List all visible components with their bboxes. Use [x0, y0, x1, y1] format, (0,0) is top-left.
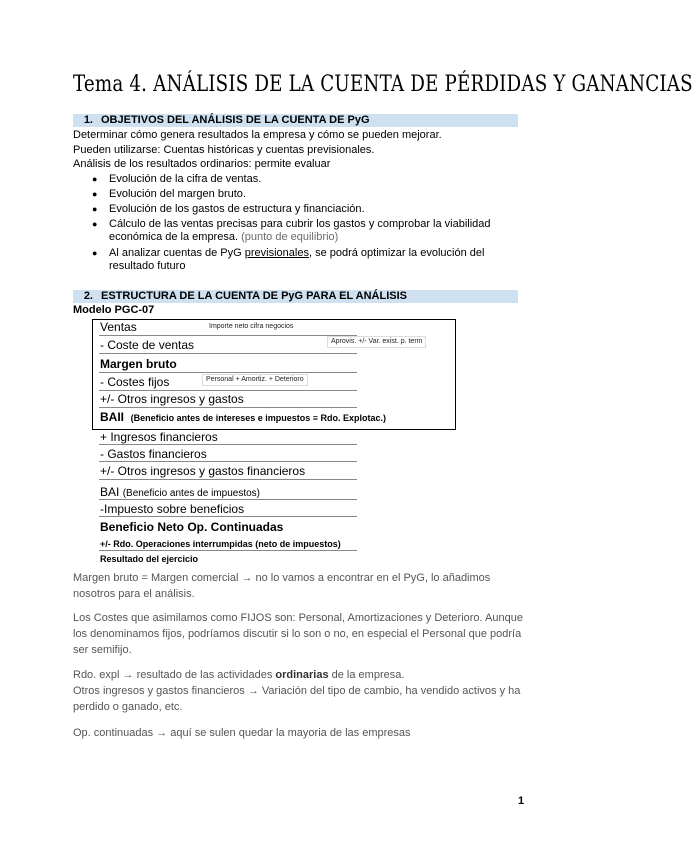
divider	[99, 335, 357, 336]
model-row-otros-financieros: +/- Otros ingresos y gastos financieros	[100, 464, 306, 478]
section-number: 1.	[83, 114, 93, 126]
divider	[99, 444, 357, 445]
bullet-dot-icon: ●	[92, 174, 98, 184]
note-op-continuadas: Op. continuadas → aquí se sulen quedar la mayoria de las empresas	[73, 727, 411, 739]
bullet-dot-icon: ●	[92, 204, 98, 214]
model-row-costes-fijos: - Costes fijos	[100, 375, 170, 389]
note-margen-bruto: Margen bruto = Margen comercial → no lo vamos a encontrar en el PyG, lo añadimos nosotros para el análisis.	[73, 572, 491, 600]
divider	[99, 461, 357, 462]
divider	[99, 407, 357, 408]
link-previsionales: previsionales	[244, 247, 309, 259]
tag-coste-ventas: Aprovis. +/- Var. exist. p. term	[327, 336, 426, 348]
page-number: 1	[518, 795, 525, 807]
paragraph: Determinar cómo genera resultados la empresa y cómo se pueden mejorar.	[73, 129, 442, 141]
section-title: OBJETIVOS DEL ANÁLISIS DE LA CUENTA DE PyG	[101, 114, 370, 126]
model-row-beneficio-neto: Beneficio Neto Op. Continuadas	[100, 520, 284, 534]
model-row-baii: BAII (Beneficio antes de intereses e impuestos ≡ Rdo. Explotac.)	[100, 410, 386, 424]
tag-ventas: Importe neto cifra negocios	[206, 322, 296, 332]
section-heading-objetivos	[73, 114, 518, 127]
divider	[99, 353, 357, 354]
page-title: Tema 4. ANÁLISIS DE LA CUENTA DE PÉRDIDAS Y GANANCIAS	[73, 72, 693, 97]
model-row-margen-bruto: Margen bruto	[100, 357, 177, 371]
section-heading-estructura	[73, 290, 518, 303]
tag-costes-fijos: Personal + Amortiz. + Deterioro	[202, 374, 308, 386]
divider	[99, 390, 357, 391]
paragraph: Análisis de los resultados ordinarios: permite evaluar	[73, 158, 331, 170]
model-row-gastos-financieros: - Gastos financieros	[100, 447, 207, 461]
note-costes-fijos: Los Costes que asimilamos como FIJOS son: Personal, Amortizaciones y Deterioro. Aunque los denominamos fijos, podríamos discutir si lo son o no, en especial el Personal que podría ser semifijo.	[73, 612, 523, 656]
model-label: Modelo PGC-07	[73, 304, 155, 316]
model-row-ventas: Ventas	[100, 320, 137, 334]
model-row-impuesto: -Impuesto sobre beneficios	[100, 502, 245, 516]
divider	[99, 499, 357, 500]
model-row-resultado: Resultado del ejercicio	[100, 554, 199, 564]
divider	[99, 516, 357, 517]
section-title: ESTRUCTURA DE LA CUENTA DE PyG PARA EL ANÁLISIS	[101, 290, 407, 302]
bullet-dot-icon: ●	[92, 248, 98, 258]
paragraph: Pueden utilizarse: Cuentas históricas y cuentas previsionales.	[73, 144, 375, 156]
divider	[99, 479, 357, 480]
divider	[99, 372, 357, 373]
divider	[99, 550, 357, 551]
model-row-bai: BAI (Beneficio antes de impuestos)	[100, 485, 260, 499]
bullet-dot-icon: ●	[92, 189, 98, 199]
bullet-dot-icon: ●	[92, 219, 98, 229]
section-number: 2.	[83, 290, 93, 302]
model-row-coste-ventas: - Coste de ventas	[100, 338, 195, 352]
note-rdo-expl: Rdo. expl → resultado de las actividades ordinarias de la empresa. Otros ingresos y gastos financieros → Variación del tipo de cambio, ha vendido activos y ha perdido o ganado, etc.	[73, 669, 521, 713]
model-row-otros-ingresos: +/- Otros ingresos y gastos	[100, 392, 244, 406]
model-row-ingresos-financieros: + Ingresos financieros	[100, 430, 218, 444]
model-row-operaciones-interrumpidas: +/- Rdo. Operaciones interrumpidas (neto de impuestos)	[100, 539, 341, 549]
